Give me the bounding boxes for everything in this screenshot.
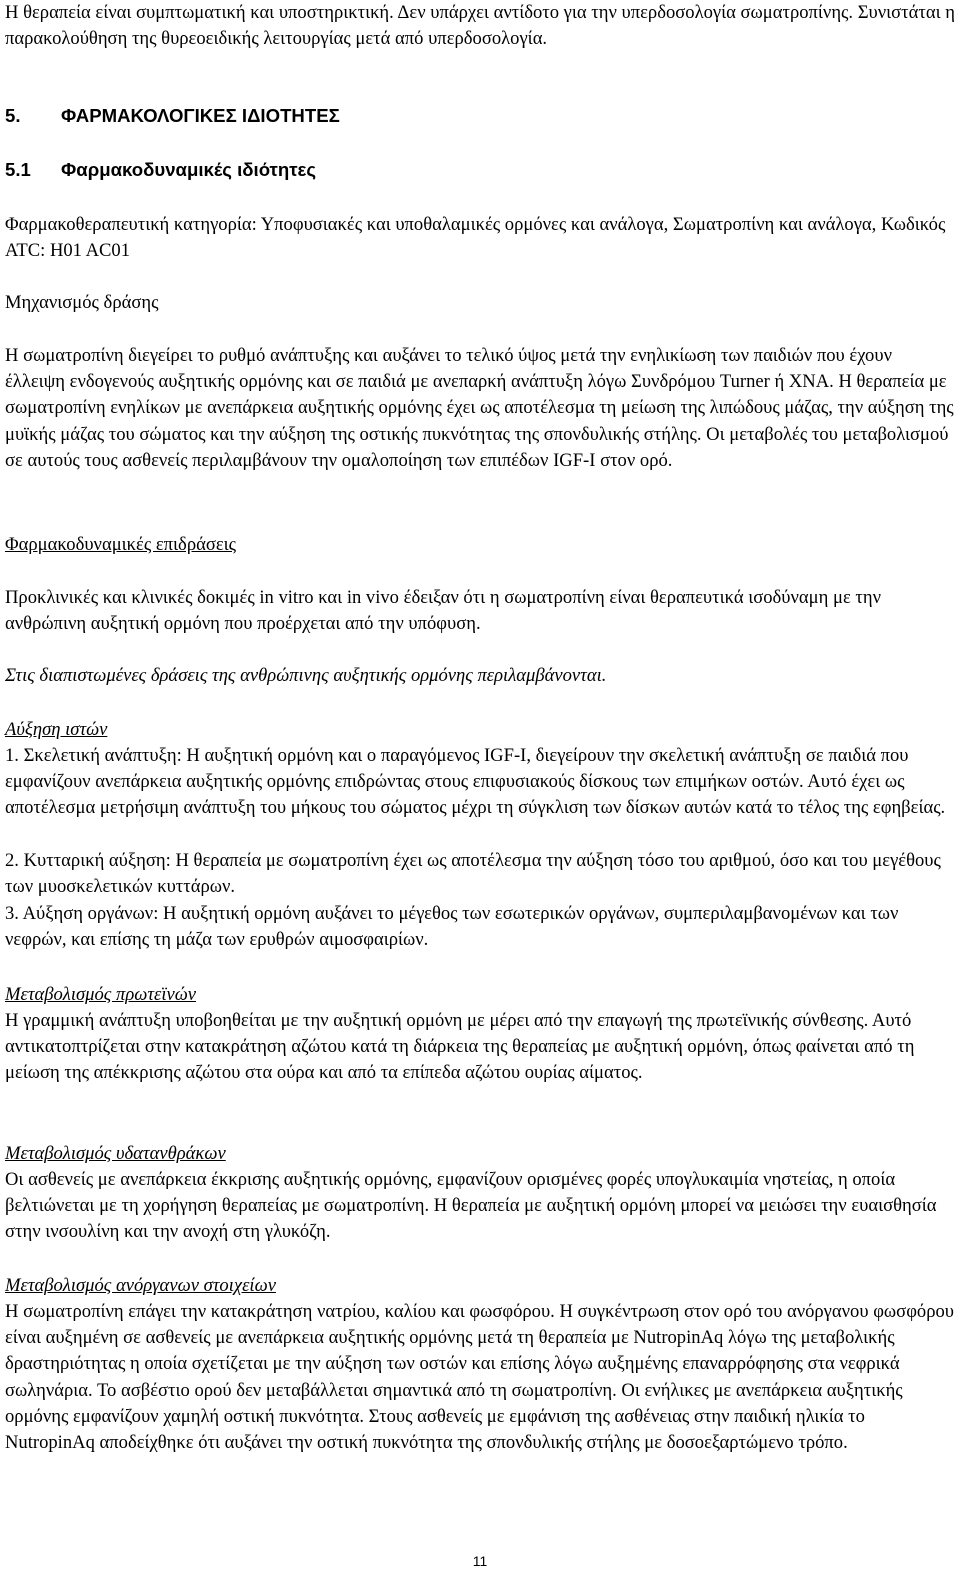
carb-heading-text: Μεταβολισμός υδατανθράκων [5,1143,226,1164]
section-5-1-title: Φαρμακοδυναμικές ιδιότητες [61,159,317,180]
effects-paragraph: Προκλινικές και κλινικές δοκιμές in vitro και in vivo έδειξαν ότι η σωματροπίνη είναι θεραπευτικά ισοδύναμη με την ανθρώπινη αυξητική ορμόνη που προέρχεται από την υπόφυση. [5,587,882,635]
mechanism-heading: Μηχανισμός δράσης [5,292,159,313]
mineral-heading-text: Μεταβολισμός ανόργανων στοιχείων [5,1275,276,1296]
growth-heading-text: Αύξηση ιστών [5,719,108,740]
growth-item-1: 1. Σκελετική ανάπτυξη: Η αυξητική ορμόνη και ο παραγόμενος IGF-I, διεγείρουν την σκελετική ανάπτυξη σε παιδιά που εμφανίζουν ανεπάρκεια αυξητικής ορμόνης επιδρώντας στους επιφυσιακούς δίσκους των επιμήκων οστών. Αυτό έχει ως αποτέλεσμα μετρήσιμη ανάπτυξη του μήκους του σώματος μέχρι τη σύγκλιση των δίσκων αυτών κατά το τέλος της εφηβείας. [5,745,946,819]
carb-heading [5,1141,955,1167]
section-5-number: 5. [5,105,21,126]
growth-heading [5,717,955,743]
overdose-paragraph: Η θεραπεία είναι συμπτωματική και υποστηρικτική. Δεν υπάρχει αντίδοτο για την υπερδοσολογία σωματροπίνης. Συνιστάται η παρακολούθηση της θυρεοειδικής λειτουργίας μετά από υπερδοσολογία. [5,2,955,50]
section-5-1-number: 5.1 [5,159,31,180]
mineral-heading [5,1273,955,1299]
effects-italic-line: Στις διαπιστωμένες δράσεις της ανθρώπινης αυξητικής ορμόνης περιλαμβάνονται. [5,665,607,686]
protein-paragraph: Η γραμμική ανάπτυξη υποβοηθείται με την αυξητική ορμόνη με μέρει από την επαγωγή της πρωτεϊνικής σύνθεσης. Αυτό αντικατοπτρίζεται στην κατακράτηση αζώτου κατά τη διάρκεια της θεραπείας με αυξητική ορμόνη, όπως φαίνεται από τη μείωση της απέκκρισης αζώτου στα ούρα και από τα επίπεδα αζώτου ουρίας αίματος. [5,1010,915,1084]
mineral-paragraph: Η σωματροπίνη επάγει την κατακράτηση νατρίου, καλίου και φωσφόρου. Η συγκέντρωση στον ορό του ανόργανου φωσφόρου είναι αυξημένη σε ασθενείς με ανεπάρκεια αυξητικής ορμόνης μετά τη θεραπεία με NutropinAq λόγω της μεταβολικής δραστηριότητας η οποία σχετίζεται με την αύξηση των οστών και επίσης λόγω αυξημένης επαναρρόφησης στα νεφρικά σωληνάρια. Το ασβέστιο ορού δεν μεταβάλλεται σημαντικά από τη σωματροπίνη. Οι ενήλικες με ανεπάρκεια αυξητικής ορμόνης εμφανίζουν χαμηλή οστική πυκνότητα. Στους ασθενείς με εμφάνιση της ασθένειας στην παιδική ηλικία το NutropinAq αποδείχθηκε ότι αυξάνει την οστική πυκνότητα της σπονδυλικής στήλης με δοσοεξαρτώμενο τρόπο. [5,1301,954,1454]
page-number: 11 [472,1553,488,1569]
mechanism-paragraph: Η σωματροπίνη διεγείρει το ρυθμό ανάπτυξης και αυξάνει το τελικό ύψος μετά την ενηλικίωση των παιδιών που έχουν έλλειψη ενδογενούς αυξητικής ορμόνης και σε παιδιά με ανεπαρκή ανάπτυξη λόγω Συνδρόμου Turner ή ΧΝΑ. Η θεραπεία με σωματροπίνη ενηλίκων με ανεπάρκεια αυξητικής ορμόνης έχει ως αποτέλεσμα τη μείωση της λιπώδους μάζας, την αύξηση της μυϊκής μάζας του σώματος και την αύξηση της οστικής πυκνότητας της σπονδυλικής στήλης. Οι μεταβολές του μεταβολισμού σε αυτούς τους ασθενείς περιλαμβάνουν την ομαλοποίηση των επιπέδων IGF-I στον ορό. [5,345,954,471]
section-5-1-heading [5,157,955,183]
carb-paragraph: Οι ασθενείς με ανεπάρκεια έκκρισης αυξητικής ορμόνης, εμφανίζουν ορισμένες φορές υπογλυκαιμία νηστείας, η οποία βελτιώνεται με τη χορήγηση θεραπείας με σωματροπίνη. Η θεραπεία με αυξητική ορμόνη μπορεί να μειώσει την ευαισθησία στην ινσουλίνη και την ανοχή στη γλυκόζη. [5,1169,937,1243]
section-5-title: ΦΑΡΜΑΚΟΛΟΓΙΚΕΣ ΙΔΙΟΤΗΤΕΣ [61,105,340,126]
effects-heading-text: Φαρμακοδυναμικές επιδράσεις [5,534,237,555]
effects-heading [5,532,955,558]
growth-item-3: 3. Αύξηση οργάνων: Η αυξητική ορμόνη αυξάνει το μέγεθος των εσωτερικών οργάνων, συμπεριλαμβανομένων και των νεφρών, και επίσης τη μάζα των ερυθρών αιμοσφαιρίων. [5,903,899,951]
protein-heading [5,982,955,1008]
growth-item-2: 2. Κυτταρική αύξηση: Η θεραπεία με σωματροπίνη έχει ως αποτέλεσμα την αύξηση τόσο του αριθμού, όσο και του μεγέθους των μυοσκελετικών κυττάρων. [5,850,941,898]
atc-paragraph: Φαρμακοθεραπευτική κατηγορία: Υποφυσιακές και υποθαλαμικές ορμόνες και ανάλογα, Σωματροπίνη και ανάλογα, Κωδικός ATC: H01 AC01 [5,214,946,262]
section-5-heading [5,103,955,129]
protein-heading-text: Μεταβολισμός πρωτεϊνών [5,984,196,1005]
